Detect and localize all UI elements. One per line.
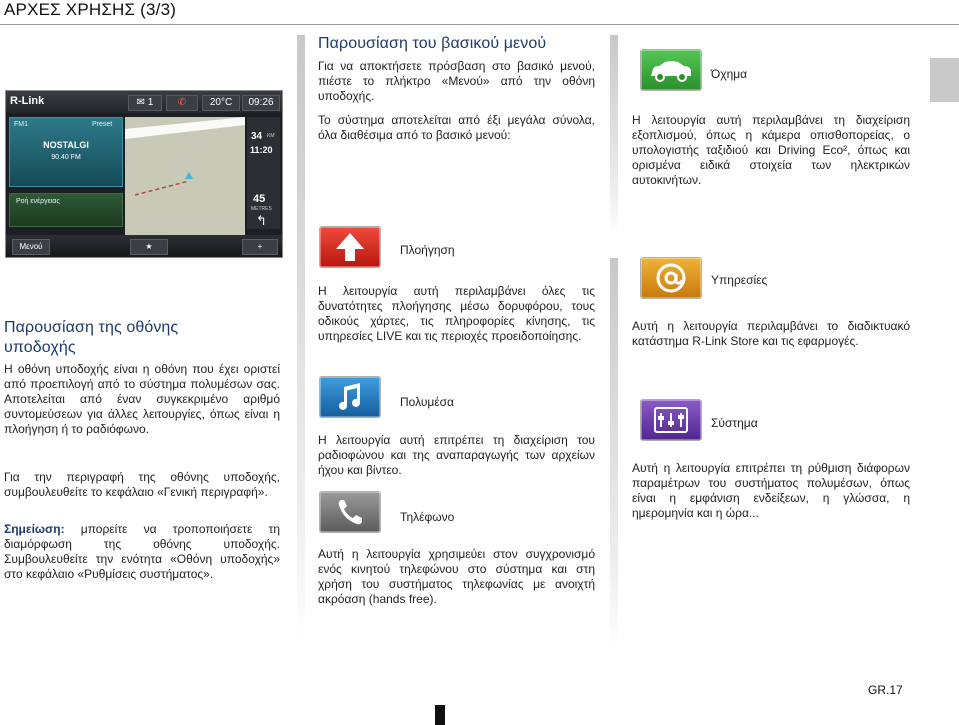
home-screen-paragraph-2: Για την περιγραφή της οθόνης υποδοχής, συμβουλευθείτε το κεφάλαιο «Γενική περιγραφή».	[4, 470, 280, 499]
home-screen-heading	[4, 318, 289, 358]
vehicle-text: Η λειτουργία αυτή περιλαμβάνει τη διαχείριση εξοπλισμού, όπως η κάμερα οπισθοπορείας, ο υπολογιστής ταξιδιού και Driving Eco², όπως και ορισμένα ειδικά στοιχεία των ηλεκτρικών αυτοκινήτων.	[632, 113, 910, 187]
at-sign-icon	[641, 258, 701, 298]
trip-info-panel	[247, 117, 280, 229]
multimedia-tile	[320, 377, 380, 417]
temperature-readout: 20°C	[202, 95, 240, 111]
column-divider-right-top	[610, 35, 618, 235]
menu-button[interactable]: Μενού	[12, 239, 50, 255]
phone-status-icon: ✆	[166, 95, 198, 111]
system-tile	[641, 400, 701, 440]
vehicle-position-icon	[185, 172, 193, 179]
radio-preset: Preset	[92, 121, 113, 128]
radio-band: FM1	[14, 121, 28, 128]
radio-station: NOSTALGI	[43, 140, 89, 150]
chapter-tab	[930, 58, 959, 102]
next-turn-unit: METRES	[251, 206, 272, 212]
radio-frequency: 90.40 FM	[51, 154, 81, 161]
main-menu-paragraph-2: Το σύστημα αποτελείται από έξι μεγάλα σύνολα, όλα διαθέσιμα από το βασικό μενού:	[318, 113, 595, 142]
header-divider	[0, 24, 959, 25]
phone-label: Τηλέφωνο	[400, 510, 455, 524]
column-divider-left	[297, 35, 305, 640]
services-tile	[641, 258, 701, 298]
radio-widget	[9, 117, 123, 187]
main-menu-heading: Παρουσίαση του βασικού μενού	[318, 35, 547, 52]
navigation-text: Η λειτουργία αυτή περιλαμβάνει όλες τις δυνατότητες πλοήγησης μέσω δορυφόρου, τους οδικούς χάρτες, τις πληροφορίες κίνησης, τις υπηρεσίες LIVE και τις περιοχές προειδοποίησης.	[318, 284, 595, 343]
phone-tile	[320, 492, 380, 532]
distance-value: 34	[251, 131, 263, 142]
turn-arrow-icon: ↰	[256, 213, 267, 228]
main-menu-paragraph-1: Για να αποκτήσετε πρόσβαση στο βασικό μενού, πιέστε το πλήκτρο «Μενού» από την οθόνη υποδοχής.	[318, 59, 595, 103]
distance-unit: KM	[267, 133, 275, 139]
add-button[interactable]: +	[242, 239, 278, 255]
screen-status-bar	[6, 91, 282, 113]
system-label: Σύστημα	[711, 416, 758, 430]
home-screen-paragraph-1: Η οθόνη υποδοχής είναι η οθόνη που έχει οριστεί από προεπιλογή από το σύστημα πολυμέσων σας. Αποτελείται από έναν συγκεκριμένο αριθμό συντομεύσεων για άλλες λειτουργίες, όπως είναι η πλοήγηση ή το ραδιόφωνο.	[4, 362, 280, 436]
favorites-button[interactable]: ★	[130, 239, 168, 255]
arrival-time: 11:20	[250, 145, 273, 155]
services-label: Υπηρεσίες	[711, 273, 768, 287]
page-title: ΑΡΧΕΣ ΧΡΗΣΗΣ (3/3)	[4, 0, 177, 19]
crop-mark	[435, 705, 445, 725]
envelope-icon: ✉	[136, 97, 148, 108]
next-turn-distance: 45	[253, 193, 266, 205]
phone-text: Αυτή η λειτουργία χρησιμεύει στον συγχρονισμό ενός κινητού τηλεφώνου στο σύστημα και στη χρήση του συστήματος τηλεφωνίας με ανοιχτή ακρόαση (hands free).	[318, 547, 595, 606]
home-screen-heading-line2: υποδοχής	[4, 339, 76, 356]
navigation-tile	[320, 227, 380, 267]
system-text: Αυτή η λειτουργία επιτρέπει τη ρύθμιση διάφορων παραμέτρων του συστήματος πολυμέσων, όπως είναι η εμφάνιση ενδείξεων, η γλώσσα, η ημερομηνία και η ώρα...	[632, 461, 910, 520]
energy-flow-label: Ροή ενέργειας	[16, 198, 60, 205]
home-screen-heading-line1: Παρουσίαση της οθόνης	[4, 319, 179, 336]
multimedia-text: Η λειτουργία αυτή επιτρέπει τη διαχείριση του ραδιοφώνου και της αναπαραγωγής των αρχείων ήχου και βίντεο.	[318, 433, 595, 477]
navigation-label: Πλοήγηση	[400, 243, 455, 257]
vehicle-label: Όχημα	[711, 67, 748, 81]
phone-icon	[320, 492, 380, 532]
car-icon	[641, 50, 701, 90]
note-label: Σημείωση:	[4, 522, 65, 536]
home-screen-note	[4, 522, 280, 582]
services-text: Αυτή η λειτουργία περιλαμβάνει το διαδικτυακό κατάστημα R-Link Store και τις εφαρμογές.	[632, 319, 910, 348]
message-count: 1	[147, 97, 154, 108]
column-divider-right-bottom	[610, 258, 618, 648]
message-counter	[128, 95, 162, 111]
energy-flow-widget	[9, 193, 123, 227]
home-screen-illustration	[5, 90, 283, 258]
gear-icon	[641, 400, 701, 440]
vehicle-tile	[641, 50, 701, 90]
clock-readout: 09:26	[242, 95, 280, 111]
page-number: GR.17	[868, 683, 903, 697]
rlink-logo: R-Link	[10, 95, 45, 107]
arrow-up-icon	[320, 227, 380, 267]
multimedia-label: Πολυμέσα	[400, 395, 454, 409]
note-text: μπορείτε να τροποποιήσετε τη διαμόρφωση της οθόνης υποδοχής. Συμβουλευθείτε την ενότητα «Οθόνη υποδοχής» στο κεφάλαιο «Ρυθμίσεις συστήματος».	[4, 522, 280, 581]
music-note-icon	[320, 377, 380, 417]
